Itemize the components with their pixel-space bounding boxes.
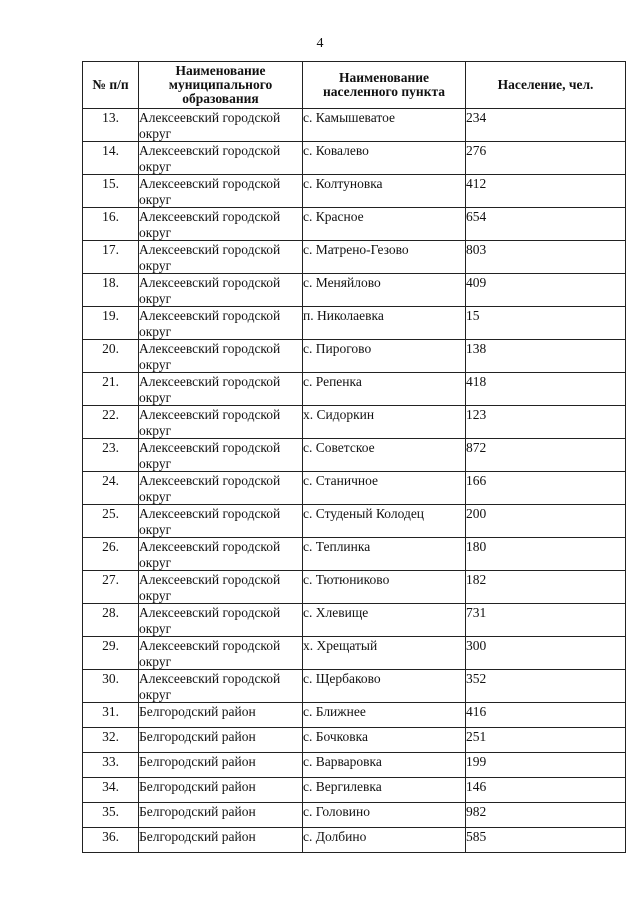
- table-row: [83, 109, 626, 142]
- cell-num: 18.: [83, 274, 139, 307]
- table-row: [83, 241, 626, 274]
- cell-num: 25.: [83, 505, 139, 538]
- table-row: [83, 472, 626, 505]
- cell-num: 16.: [83, 208, 139, 241]
- header-settlement: Наименование населенного пункта: [303, 62, 466, 109]
- cell-population: 352: [466, 670, 626, 703]
- cell-municipality: Алексеевский городской округ: [139, 571, 303, 604]
- cell-num: 17.: [83, 241, 139, 274]
- cell-municipality: Алексеевский городской округ: [139, 208, 303, 241]
- cell-settlement: с. Советское: [303, 439, 466, 472]
- cell-settlement: с. Головино: [303, 803, 466, 828]
- cell-population: 138: [466, 340, 626, 373]
- cell-num: 29.: [83, 637, 139, 670]
- table-row: [83, 637, 626, 670]
- table-row: [83, 670, 626, 703]
- cell-municipality: Алексеевский городской округ: [139, 439, 303, 472]
- cell-settlement: с. Вергилевка: [303, 778, 466, 803]
- cell-settlement: с. Теплинка: [303, 538, 466, 571]
- cell-population: 199: [466, 753, 626, 778]
- cell-municipality: Белгородский район: [139, 778, 303, 803]
- cell-population: 146: [466, 778, 626, 803]
- table-row: [83, 274, 626, 307]
- cell-num: 36.: [83, 828, 139, 853]
- cell-settlement: с. Тютюниково: [303, 571, 466, 604]
- table-row: [83, 703, 626, 728]
- cell-num: 30.: [83, 670, 139, 703]
- cell-settlement: с. Колтуновка: [303, 175, 466, 208]
- cell-population: 200: [466, 505, 626, 538]
- cell-population: 418: [466, 373, 626, 406]
- table-row: [83, 505, 626, 538]
- table-row: [83, 753, 626, 778]
- table-row: [83, 208, 626, 241]
- cell-population: 409: [466, 274, 626, 307]
- header-num: № п/п: [83, 62, 139, 109]
- cell-municipality: Алексеевский городской округ: [139, 406, 303, 439]
- cell-num: 28.: [83, 604, 139, 637]
- table-row: [83, 828, 626, 853]
- cell-population: 731: [466, 604, 626, 637]
- cell-population: 251: [466, 728, 626, 753]
- cell-settlement: с. Меняйлово: [303, 274, 466, 307]
- header-municipality: Наименование муниципального образования: [139, 62, 303, 109]
- cell-municipality: Алексеевский городской округ: [139, 109, 303, 142]
- cell-num: 22.: [83, 406, 139, 439]
- page-number: 4: [316, 36, 324, 51]
- cell-municipality: Алексеевский городской округ: [139, 637, 303, 670]
- cell-num: 23.: [83, 439, 139, 472]
- cell-settlement: с. Ближнее: [303, 703, 466, 728]
- cell-municipality: Алексеевский городской округ: [139, 307, 303, 340]
- cell-num: 33.: [83, 753, 139, 778]
- cell-municipality: Алексеевский городской округ: [139, 274, 303, 307]
- cell-settlement: х. Сидоркин: [303, 406, 466, 439]
- cell-settlement: с. Щербаково: [303, 670, 466, 703]
- cell-population: 276: [466, 142, 626, 175]
- cell-municipality: Белгородский район: [139, 728, 303, 753]
- cell-num: 32.: [83, 728, 139, 753]
- cell-municipality: Алексеевский городской округ: [139, 505, 303, 538]
- cell-population: 585: [466, 828, 626, 853]
- cell-municipality: Алексеевский городской округ: [139, 604, 303, 637]
- table-row: [83, 571, 626, 604]
- cell-population: 412: [466, 175, 626, 208]
- cell-num: 20.: [83, 340, 139, 373]
- table-row: [83, 778, 626, 803]
- cell-population: 872: [466, 439, 626, 472]
- header-population: Население, чел.: [466, 62, 626, 109]
- cell-municipality: Алексеевский городской округ: [139, 472, 303, 505]
- cell-settlement: х. Хрещатый: [303, 637, 466, 670]
- cell-settlement: с. Бочковка: [303, 728, 466, 753]
- cell-population: 416: [466, 703, 626, 728]
- cell-municipality: Алексеевский городской округ: [139, 175, 303, 208]
- cell-num: 35.: [83, 803, 139, 828]
- table-row: [83, 307, 626, 340]
- cell-municipality: Алексеевский городской округ: [139, 373, 303, 406]
- table-row: [83, 604, 626, 637]
- cell-num: 15.: [83, 175, 139, 208]
- table-row: [83, 175, 626, 208]
- cell-population: 803: [466, 241, 626, 274]
- cell-municipality: Белгородский район: [139, 753, 303, 778]
- cell-population: 123: [466, 406, 626, 439]
- cell-municipality: Алексеевский городской округ: [139, 670, 303, 703]
- cell-population: 15: [466, 307, 626, 340]
- cell-settlement: с. Репенка: [303, 373, 466, 406]
- cell-settlement: с. Долбино: [303, 828, 466, 853]
- cell-num: 27.: [83, 571, 139, 604]
- cell-num: 34.: [83, 778, 139, 803]
- cell-population: 300: [466, 637, 626, 670]
- table-header: [83, 62, 626, 109]
- cell-settlement: с. Камышеватое: [303, 109, 466, 142]
- table-row: [83, 406, 626, 439]
- cell-settlement: с. Красное: [303, 208, 466, 241]
- cell-settlement: с. Пирогово: [303, 340, 466, 373]
- settlements-table: [82, 61, 626, 853]
- cell-num: 19.: [83, 307, 139, 340]
- table-body: [83, 109, 626, 853]
- header-row: [83, 62, 626, 109]
- cell-settlement: с. Ковалево: [303, 142, 466, 175]
- cell-num: 26.: [83, 538, 139, 571]
- cell-population: 166: [466, 472, 626, 505]
- cell-settlement: с. Хлевище: [303, 604, 466, 637]
- cell-settlement: с. Варваровка: [303, 753, 466, 778]
- cell-population: 234: [466, 109, 626, 142]
- cell-settlement: с. Матрено-Гезово: [303, 241, 466, 274]
- cell-population: 654: [466, 208, 626, 241]
- table-row: [83, 439, 626, 472]
- table-row: [83, 728, 626, 753]
- cell-settlement: с. Станичное: [303, 472, 466, 505]
- cell-settlement: с. Студеный Колодец: [303, 505, 466, 538]
- cell-num: 14.: [83, 142, 139, 175]
- cell-municipality: Алексеевский городской округ: [139, 241, 303, 274]
- cell-municipality: Алексеевский городской округ: [139, 340, 303, 373]
- table-row: [83, 538, 626, 571]
- table-row: [83, 803, 626, 828]
- cell-municipality: Алексеевский городской округ: [139, 142, 303, 175]
- cell-population: 180: [466, 538, 626, 571]
- cell-population: 982: [466, 803, 626, 828]
- table-row: [83, 373, 626, 406]
- cell-num: 31.: [83, 703, 139, 728]
- table-row: [83, 340, 626, 373]
- cell-municipality: Белгородский район: [139, 703, 303, 728]
- cell-num: 21.: [83, 373, 139, 406]
- cell-municipality: Алексеевский городской округ: [139, 538, 303, 571]
- table-row: [83, 142, 626, 175]
- cell-num: 13.: [83, 109, 139, 142]
- cell-municipality: Белгородский район: [139, 828, 303, 853]
- cell-num: 24.: [83, 472, 139, 505]
- cell-population: 182: [466, 571, 626, 604]
- cell-settlement: п. Николаевка: [303, 307, 466, 340]
- cell-municipality: Белгородский район: [139, 803, 303, 828]
